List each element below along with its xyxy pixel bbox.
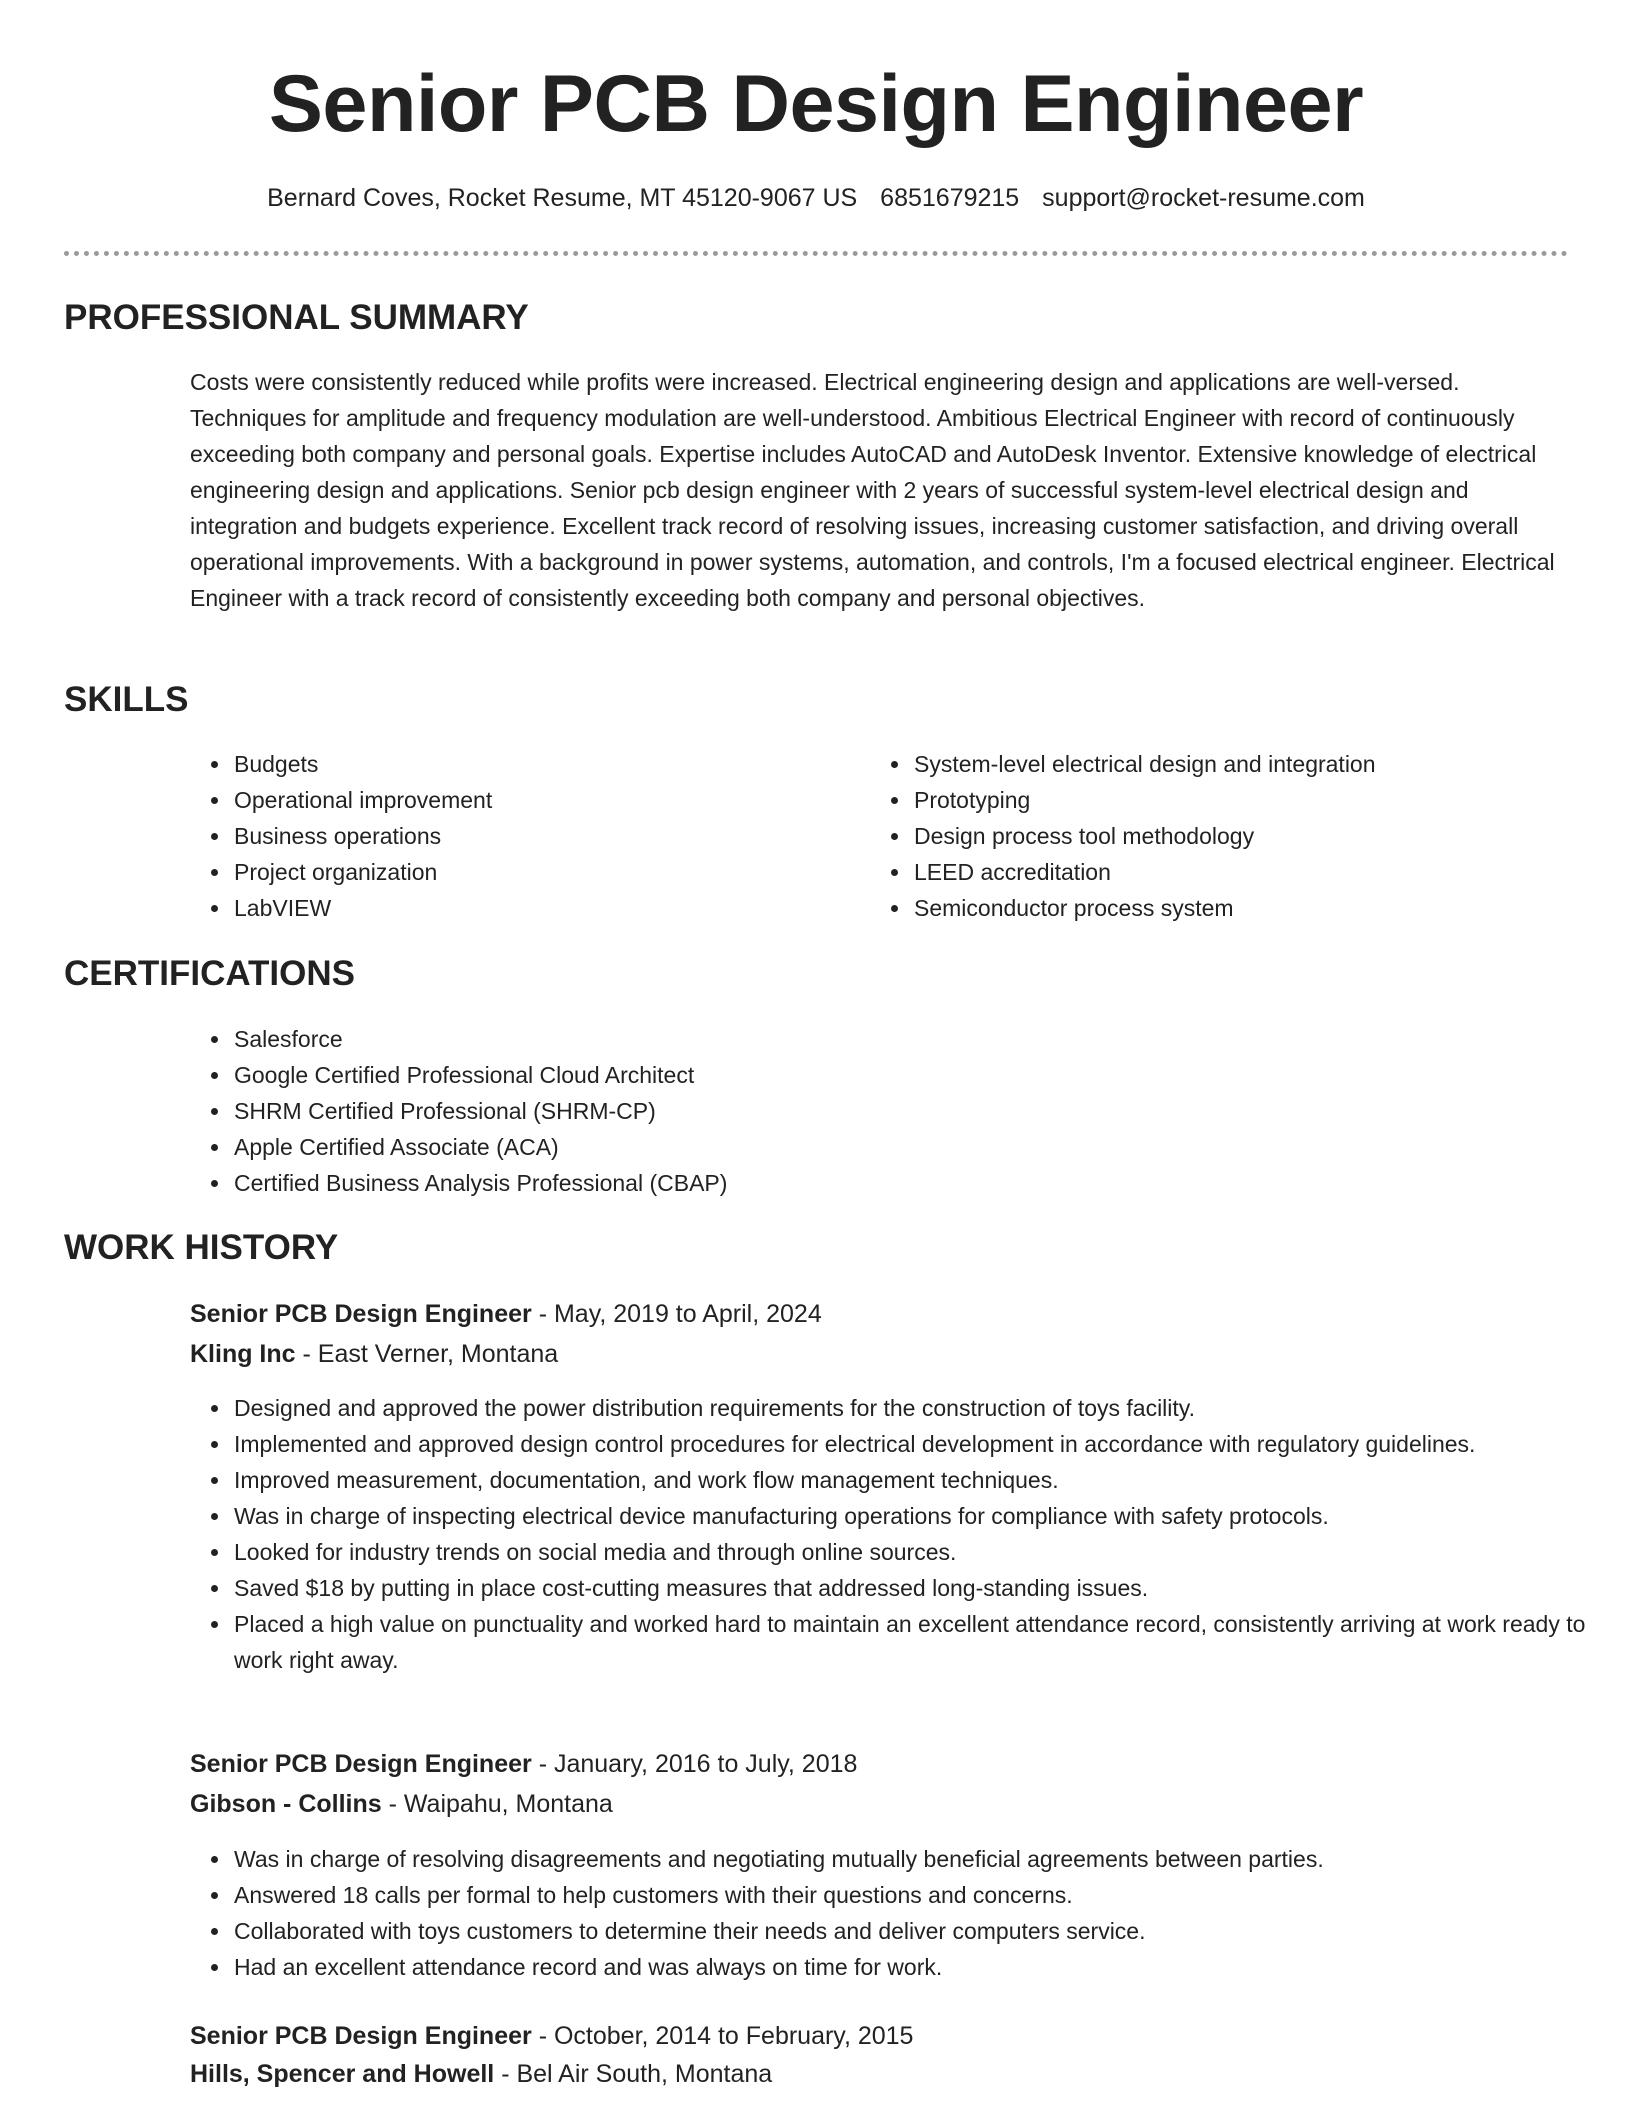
job-dates: - January, 2016 to July, 2018 <box>531 1750 858 1778</box>
summary-title: PROFESSIONAL SUMMARY <box>64 298 529 337</box>
job-bullet: • Was in charge of resolving disagreements and negotiating mutually beneficial agreements between parties. <box>232 1841 1612 1877</box>
skill-item: • Project organization <box>232 854 832 890</box>
job-bullet: • Had an excellent attendance record and was always on time for work. <box>232 1949 1612 1985</box>
job-bullet: • Placed a high value on punctuality and worked hard to maintain an excellent attendance record, consistently arriving at work ready to work right away. <box>232 1606 1612 1678</box>
certification-item: • Apple Certified Associate (ACA) <box>232 1129 1532 1165</box>
skill-item: • Design process tool methodology <box>912 818 1612 854</box>
skill-item: • Operational improvement <box>232 782 832 818</box>
job-title-line <box>190 1746 857 1782</box>
work-history-title: WORK HISTORY <box>64 1228 339 1267</box>
job-company: Hills, Spencer and Howell <box>190 2060 495 2088</box>
job-location: - Waipahu, Montana <box>381 1790 613 1818</box>
job-role: Senior PCB Design Engineer <box>190 1300 532 1328</box>
skill-item: • System-level electrical design and integration <box>912 746 1612 782</box>
job-role: Senior PCB Design Engineer <box>190 1750 532 1778</box>
job-company-line <box>190 1336 558 1372</box>
resume-name: Senior PCB Design Engineer <box>268 59 1364 149</box>
job-bullet: • Implemented and approved design control procedures for electrical development in accordance with regulatory guidelines. <box>232 1426 1612 1462</box>
contact-address: Bernard Coves, Rocket Resume, MT 45120-9067 US <box>267 184 858 212</box>
job-bullet: • Improved measurement, documentation, and work flow management techniques. <box>232 1462 1612 1498</box>
skill-item: • LabVIEW <box>232 890 832 926</box>
job-company-line <box>190 2056 772 2092</box>
skill-item: • Semiconductor process system <box>912 890 1612 926</box>
job-bullet: • Looked for industry trends on social media and through online sources. <box>232 1534 1612 1570</box>
contact-email: support@rocket-resume.com <box>1042 184 1365 212</box>
contact-line <box>0 180 1632 216</box>
job-location: - Bel Air South, Montana <box>494 2060 773 2088</box>
job-dates: - May, 2019 to April, 2024 <box>531 1300 822 1328</box>
skill-item: • Business operations <box>232 818 832 854</box>
job-bullet: • Saved $18 by putting in place cost-cutting measures that addressed long-standing issues. <box>232 1570 1612 1606</box>
contact-phone: 6851679215 <box>880 184 1020 212</box>
job-bullet: • Was in charge of inspecting electrical device manufacturing operations for compliance with safety protocols. <box>232 1498 1612 1534</box>
job-company: Gibson - Collins <box>190 1790 382 1818</box>
job-bullets <box>190 1841 1612 1985</box>
skill-item: • Budgets <box>232 746 832 782</box>
job-bullet: • Designed and approved the power distribution requirements for the construction of toys facility. <box>232 1390 1612 1426</box>
job-title-line <box>190 2018 913 2054</box>
skills-list-right <box>870 746 1612 926</box>
certification-item: • SHRM Certified Professional (SHRM-CP) <box>232 1093 1532 1129</box>
skill-item: • Prototyping <box>912 782 1612 818</box>
skills-title: SKILLS <box>64 680 189 719</box>
certifications-list <box>190 1021 1532 1201</box>
job-bullet: • Answered 18 calls per formal to help customers with their questions and concerns. <box>232 1877 1612 1913</box>
job-dates: - October, 2014 to February, 2015 <box>531 2022 914 2050</box>
skill-item: • LEED accreditation <box>912 854 1612 890</box>
header-divider <box>64 251 1568 256</box>
job-company: Kling Inc <box>190 1340 296 1368</box>
job-bullets <box>190 1390 1612 1678</box>
certifications-title: CERTIFICATIONS <box>64 954 356 993</box>
summary-text: Costs were consistently reduced while profits were increased. Electrical engineering design and applications are well-versed. Techniques for amplitude and frequency modulation are well-understood. Ambitious Electrical Engineer with record of continuously exceeding both company and personal goals. Expertise includes AutoCAD and AutoDesk Inventor. Extensive knowledge of electrical engineering design and applications. Senior pcb design engineer with 2 years of successful system-level electrical design and integration and budgets experience. Excellent track record of resolving issues, increasing customer satisfaction, and driving overall operational improvements. With a background in power systems, automation, and controls, I'm a focused electrical engineer. Electrical Engineer with a track record of consistently exceeding both company and personal objectives. <box>190 369 1555 611</box>
certification-item: • Salesforce <box>232 1021 1532 1057</box>
skills-list-left <box>190 746 832 926</box>
job-bullet: • Collaborated with toys customers to determine their needs and deliver computers service. <box>232 1913 1612 1949</box>
job-title-line <box>190 1296 822 1332</box>
job-location: - East Verner, Montana <box>295 1340 559 1368</box>
certification-item: • Google Certified Professional Cloud Architect <box>232 1057 1532 1093</box>
job-role: Senior PCB Design Engineer <box>190 2022 532 2050</box>
job-company-line <box>190 1786 613 1822</box>
certification-item: • Certified Business Analysis Professional (CBAP) <box>232 1165 1532 1201</box>
